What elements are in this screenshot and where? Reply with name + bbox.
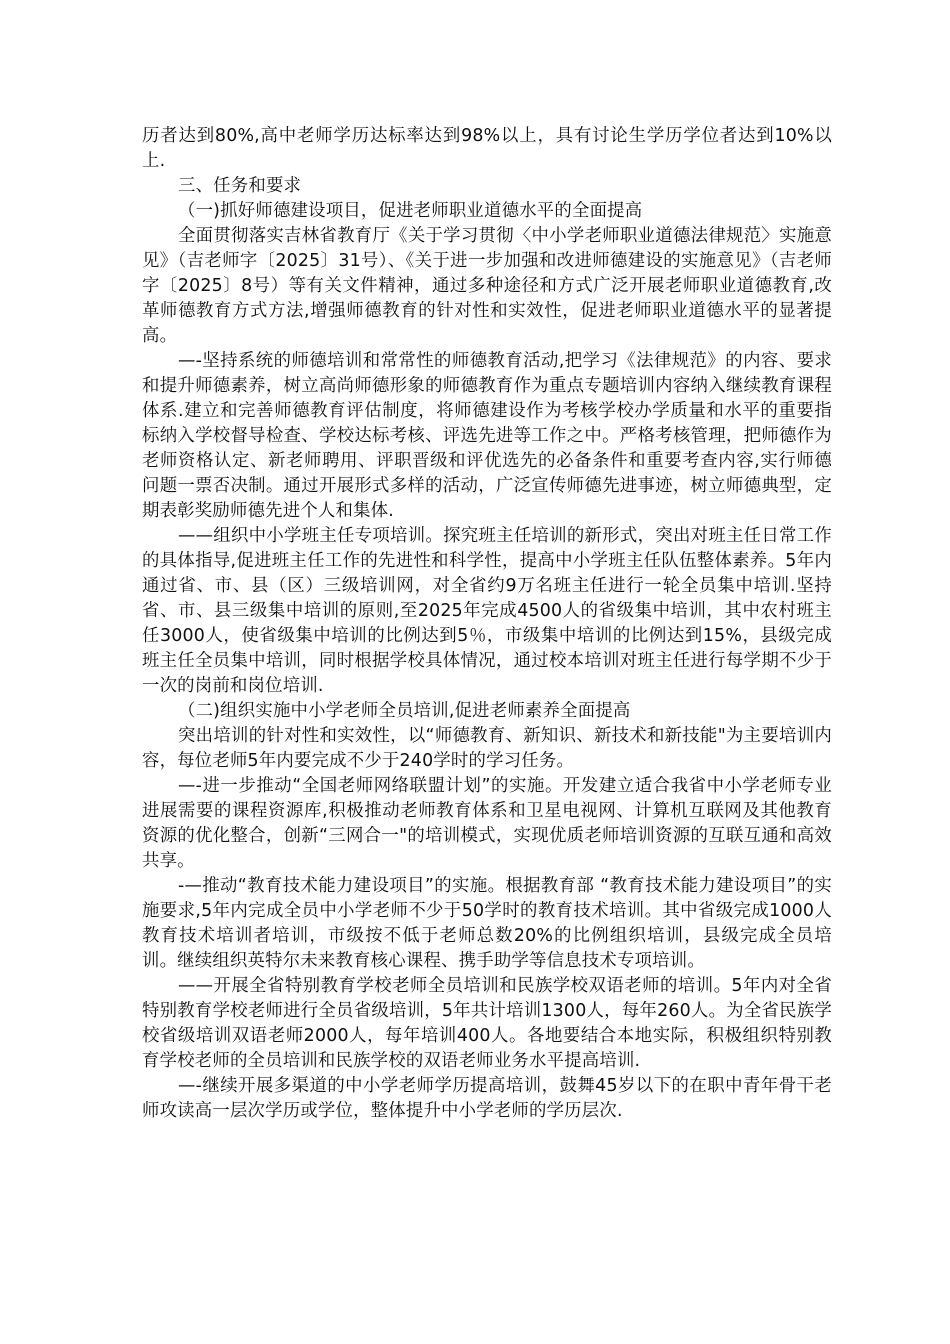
section-heading-tasks: 三、任务和要求	[178, 176, 302, 196]
paragraph-class-teacher-training: ——组织中小学班主任专项培训。探究班主任培训的新形式，突出对班主任日常工作的具体指导,促进班主任工作的先进性和科学性，提高中小学班主任队伍整体素养。5年内通过省、市、县（区）三级培训网，对全省约9万名班主任进行一轮全员集中培训.坚持省、市、县三级集中培训的原则,至2025年完成4500人的省级集中培训，其中农村班主任3000人，使省级集中培训的比例达到5％，市级集中培训的比例达到15%，县级完成班主任全员集中培训，同时根据学校具体情况，通过校本培训对班主任进行每学期不少于一次的岗前和岗位培训.	[142, 526, 832, 696]
subsection-heading-ethics: （一)抓好师德建设项目，促进老师职业道德水平的全面提高	[178, 201, 643, 221]
paragraph-education-targets: 历者达到80%,高中老师学历达标率达到98%以上，具有讨论生学历学位者达到10%以上.	[142, 126, 832, 171]
paragraph-training-content: 突出培训的针对性和实效性，以“师德教育、新知识、新技术和新技能"为主要培训内容，每位老师5年内要完成不少于240学时的学习任务。	[142, 726, 832, 771]
paragraph-special-education: ——开展全省特别教育学校老师全员培训和民族学校双语老师的培训。5年内对全省特别教育学校老师进行全员省级培训，5年共计培训1300人，每年260人。为全省民族学校省级培训双语老师2000人，每年培训400人。各地要结合本地实际，积极组织特别教育学校老师的全员培训和民族学校的双语老师业务水平提高培训.	[142, 976, 832, 1071]
paragraph-ethics-implementation: 全面贯彻落实吉林省教育厅《关于学习贯彻〈中小学老师职业道德法律规范〉实施意见》（吉老师字〔2025〕31号）、《关于进一步加强和改进师德建设的实施意见》（吉老师字〔2025〕8号）等有关文件精神，通过多种途径和方式广泛开展老师职业道德教育,改革师德教育方式方法,增强师德教育的针对性和实效性，促进老师职业道德水平的显著提高。	[142, 226, 832, 346]
paragraph-network-alliance: —-进一步推动“全国老师网络联盟计划”的实施。开发建立适合我省中小学老师专业进展需要的课程资源库,积极推动老师教育体系和卫星电视网、计算机互联网及其他教育资源的优化整合，创新“三网合一"的培训模式，实现优质老师培训资源的互联互通和高效共享。	[142, 776, 832, 871]
subsection-heading-full-training: （二)组织实施中小学老师全员培训,促进老师素养全面提高	[178, 701, 631, 721]
document-page	[142, 124, 832, 1124]
paragraph-degree-upgrade: —-继续开展多渠道的中小学老师学历提高培训，鼓舞45岁以下的在职中青年骨干老师攻读高一层次学历或学位，整体提升中小学老师的学历层次.	[142, 1076, 832, 1121]
paragraph-ethics-training: —-坚持系统的师德培训和常常性的师德教育活动,把学习《法律规范》的内容、要求和提升师德素养，树立高尚师德形象的师德教育作为重点专题培训内容纳入继续教育课程体系.建立和完善师德教育评估制度，将师德建设作为考核学校办学质量和水平的重要指标纳入学校督导检查、学校达标考核、评选先进等工作之中。严格考核管理，把师德作为老师资格认定、新老师聘用、评职晋级和评优选先的必备条件和重要考查内容,实行师德问题一票否决制。通过开展形式多样的活动，广泛宣传师德先进事迹，树立师德典型，定期表彰奖励师德先进个人和集体.	[142, 351, 832, 521]
paragraph-edtech-capacity: -—推动“教育技术能力建设项目”的实施。根据教育部 “教育技术能力建设项目”的实施要求,5年内完成全员中小学老师不少于50学时的教育技术培训。其中省级完成1000人教育技术培训者培训，市级按不低于老师总数20%的比例组织培训，县级完成全员培训。继续组织英特尔未来教育核心课程、携手助学等信息技术专项培训。	[142, 876, 832, 971]
